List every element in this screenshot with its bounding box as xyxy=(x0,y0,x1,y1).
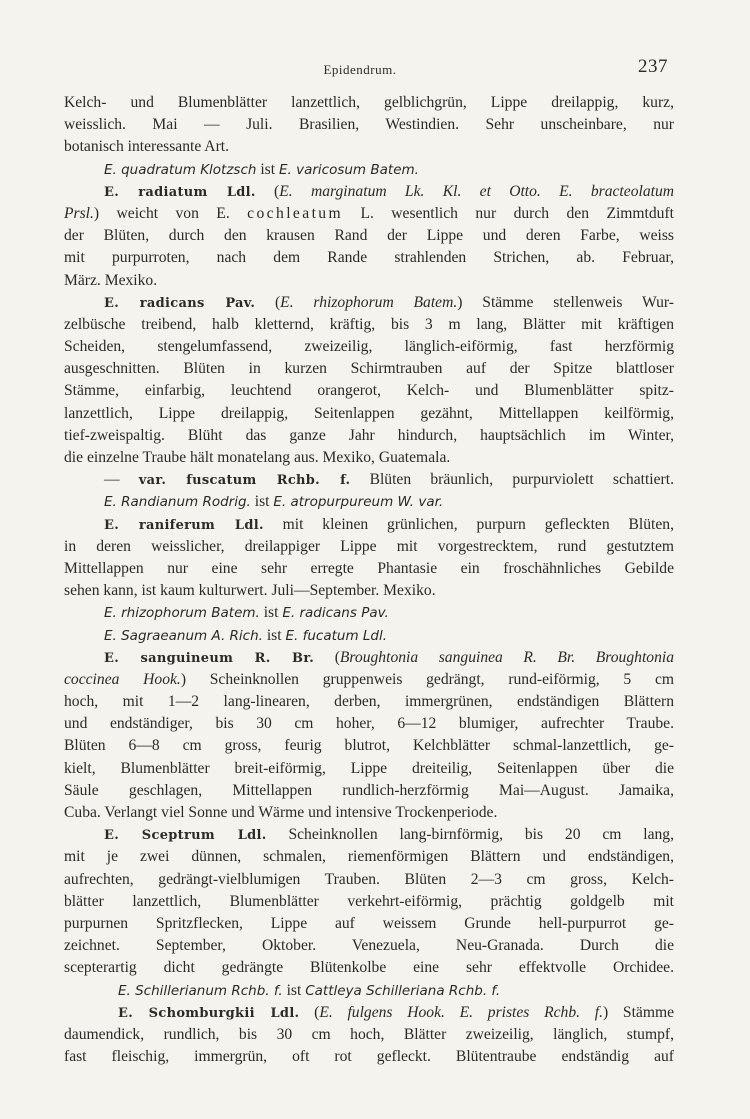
text-segment: Broughtonia sanguinea R. Br. Broughtonia xyxy=(339,648,674,666)
text-segment: mit purpurroten, nach dem Rande strahlenden Strichen, ab. Februar, xyxy=(64,249,674,267)
text-line xyxy=(64,92,674,114)
text-segment: purpurnen Spritzflecken, Lippe auf weissem Grunde hell-purpurrot ge- xyxy=(64,914,674,932)
text-segment: in deren weisslicher, dreilappiger Lippe mit vorgestrecktem, rund gestutztem xyxy=(64,537,674,555)
text-segment: E. rhizophorum Batem. xyxy=(104,605,260,622)
text-segment: sehen kann, ist kaum kulturwert. Juli—September. Mexiko. xyxy=(64,582,436,600)
text-segment: der Blüten, durch den krausen Rand der Lippe und deren Farbe, weiss xyxy=(64,227,674,245)
text-line xyxy=(64,558,674,580)
text-segment: Stämme, einfarbig, leuchtend orangerot, Kelch- und Blumenblätter spitz- xyxy=(64,382,674,400)
text-segment: E. Sceptrum Ldl. xyxy=(104,828,267,844)
text-segment: L. wesentlich nur durch den Zimmtduft xyxy=(343,204,675,222)
text-line xyxy=(64,647,674,669)
text-segment: ist xyxy=(250,493,274,511)
text-line xyxy=(64,380,674,402)
text-line xyxy=(64,247,674,269)
text-segment: E. raniferum Ldl. xyxy=(104,517,264,533)
text-line xyxy=(64,713,674,735)
text-line xyxy=(64,336,674,358)
text-line xyxy=(64,580,674,602)
text-line xyxy=(64,270,674,292)
body-text xyxy=(64,92,674,1068)
text-segment: ( xyxy=(314,648,340,666)
text-segment: E. atropurpureum W. var. xyxy=(273,494,444,511)
text-line xyxy=(64,425,674,447)
text-line xyxy=(64,447,674,469)
text-line xyxy=(64,980,674,1002)
text-segment: ( xyxy=(255,293,281,311)
text-segment: ) weicht von E. xyxy=(93,204,248,222)
text-segment: Scheiden, stengelumfassend, zweizeilig, länglich-eiförmig, fast herzförmig xyxy=(64,338,674,356)
text-line xyxy=(64,935,674,957)
text-line xyxy=(64,957,674,979)
text-segment: ) Scheinknollen gruppenweis gedrängt, rund-eiförmig, 5 cm xyxy=(180,670,675,688)
text-segment: zeichnet. September, Oktober. Venezuela, Neu-Granada. Durch die xyxy=(64,937,674,955)
text-segment: scepterartig dicht gedrängte Blütenkolbe eine sehr effektvolle Orchidee. xyxy=(64,959,674,977)
text-segment: E. sanguineum R. Br. xyxy=(104,650,315,666)
text-segment: März. Mexiko. xyxy=(64,271,158,289)
page-number: 237 xyxy=(638,56,668,77)
text-segment: ausgeschnitten. Blüten in kurzen Schirmtrauben auf der Spitze blattloser xyxy=(64,360,674,378)
text-segment: weisslich. Mai — Juli. Brasilien, Westindien. Sehr unscheinbare, nur xyxy=(64,116,674,134)
text-line xyxy=(64,891,674,913)
text-segment: blätter lanzettlich, Blumenblätter verkehrt-eiförmig, prächtig goldgelb mit xyxy=(64,892,674,910)
text-segment: mit kleinen grünlichen, purpurn gefleckten Blüten, xyxy=(263,515,674,533)
text-segment: ) Stämme xyxy=(602,1003,675,1021)
text-line xyxy=(64,846,674,868)
text-segment: Blüten bräunlich, purpurviolett schattiert. xyxy=(350,471,674,489)
text-line xyxy=(64,913,674,935)
text-segment: zelbüsche treibend, halb kletternd, kräftig, bis 3 m lang, Blätter mit kräftigen xyxy=(64,315,674,333)
text-segment: Kelch- und Blumenblätter lanzettlich, gelblichgrün, Lippe dreilappig, kurz, xyxy=(64,94,674,111)
text-segment: aufrechten, gedrängt-vielblumigen Trauben. Blüten 2—3 cm gross, Kelch- xyxy=(64,870,674,888)
text-segment: lanzettlich, Lippe dreilappig, Seitenlappen gezähnt, Mittellappen keilförmig, xyxy=(64,404,674,422)
text-segment: E. Sagraeanum A. Rich. xyxy=(104,627,263,644)
text-segment: E. Randianum Rodrig. xyxy=(104,494,251,511)
text-line xyxy=(64,358,674,380)
text-line xyxy=(64,469,674,491)
text-line xyxy=(64,669,674,691)
text-segment: E. radicans Pav. xyxy=(104,295,256,311)
text-segment: E. Schomburgkii Ldl. xyxy=(118,1005,300,1021)
text-line xyxy=(64,1046,674,1068)
text-segment: hoch, mit 1—2 lang-linearen, derben, immergrünen, endständigen Blättern xyxy=(64,693,674,711)
text-segment: botanisch interessante Art. xyxy=(64,138,229,156)
text-line xyxy=(64,491,674,513)
text-segment: ist xyxy=(256,160,279,178)
text-line xyxy=(64,514,674,536)
text-line xyxy=(64,314,674,336)
text-segment: E. rhizophorum Batem. xyxy=(280,293,458,311)
text-segment: daumendick, rundlich, bis 30 cm hoch, Blätter zweizeilig, länglich, stumpf, xyxy=(64,1025,674,1043)
text-segment: die einzelne Traube hält monatelang aus. Mexiko, Guatemala. xyxy=(64,449,451,466)
text-line xyxy=(64,292,674,314)
text-segment: E. varicosum Batem. xyxy=(278,161,419,178)
text-segment: E. fulgens Hook. E. pristes Rchb. f. xyxy=(319,1003,603,1021)
text-segment: E. radiatum Ldl. xyxy=(104,184,256,200)
text-segment: Mittellappen nur eine sehr erregte Phantasie ein froschähnliches Gebilde xyxy=(64,559,674,577)
text-line xyxy=(64,802,674,824)
text-line xyxy=(64,602,674,624)
text-line xyxy=(64,1024,674,1046)
text-segment: ( xyxy=(299,1003,320,1021)
text-segment: ist xyxy=(259,604,283,622)
text-line xyxy=(64,114,674,136)
text-line xyxy=(64,403,674,425)
text-line xyxy=(64,136,674,158)
text-segment: E. Schillerianum Rchb. f. xyxy=(118,982,283,999)
text-segment: ) Stämme stellenweis Wur- xyxy=(457,293,674,311)
text-segment: ( xyxy=(255,182,280,200)
text-line xyxy=(64,869,674,891)
text-segment: fast fleischig, immergrün, oft rot gefleckt. Blütentraube endständig auf xyxy=(64,1048,674,1066)
text-line xyxy=(64,824,674,846)
text-line xyxy=(64,536,674,558)
text-line xyxy=(64,203,674,225)
text-line xyxy=(64,159,674,181)
text-line xyxy=(64,181,674,203)
text-segment: kielt, Blumenblätter breit-eiförmig, Lippe dreiteilig, Seitenlappen über die xyxy=(64,759,674,777)
text-segment: Cattleya Schilleriana Rchb. f. xyxy=(305,982,501,999)
text-segment: coccinea Hook. xyxy=(64,670,181,688)
text-segment: tief-zweispaltig. Blüht das ganze Jahr hindurch, hauptsächlich im Winter, xyxy=(64,426,674,444)
text-segment: E. fucatum Ldl. xyxy=(285,627,388,644)
text-line xyxy=(64,780,674,802)
text-segment: E. marginatum Lk. Kl. et Otto. E. bracteolatum xyxy=(279,182,675,200)
text-segment: Cuba. Verlangt viel Sonne und Wärme und intensive Trockenperiode. xyxy=(64,804,498,821)
text-segment: ist xyxy=(282,981,306,999)
text-line xyxy=(64,225,674,247)
text-segment: Prsl. xyxy=(64,204,94,222)
running-head-title: Epidendrum. xyxy=(323,62,397,77)
text-segment: E. radicans Pav. xyxy=(282,605,389,622)
text-segment: E. quadratum Klotzsch xyxy=(104,161,257,178)
text-segment: Scheinknollen lang-birnförmig, bis 20 cm lang, xyxy=(266,826,674,844)
text-line xyxy=(64,1002,674,1024)
text-segment: und endständiger, bis 30 cm hoher, 6—12 blumiger, aufrechter Traube. xyxy=(64,715,674,733)
text-segment: mit je zwei dünnen, schmalen, riemenförmigen Blättern und endständigen, xyxy=(64,848,674,866)
text-segment: ist xyxy=(262,626,286,644)
text-segment: var. fuscatum Rchb. f. xyxy=(138,473,351,489)
text-line xyxy=(64,758,674,780)
text-line xyxy=(64,691,674,713)
text-segment: Säule geschlagen, Mittellappen rundlich-herzförmig Mai—August. Jamaika, xyxy=(64,781,674,799)
text-line xyxy=(64,625,674,647)
text-segment: — xyxy=(104,471,139,489)
text-segment: cochleatum xyxy=(247,204,344,222)
text-segment: Blüten 6—8 cm gross, feurig blutrot, Kelchblätter schmal-lanzettlich, ge- xyxy=(64,737,674,755)
text-line xyxy=(64,735,674,757)
